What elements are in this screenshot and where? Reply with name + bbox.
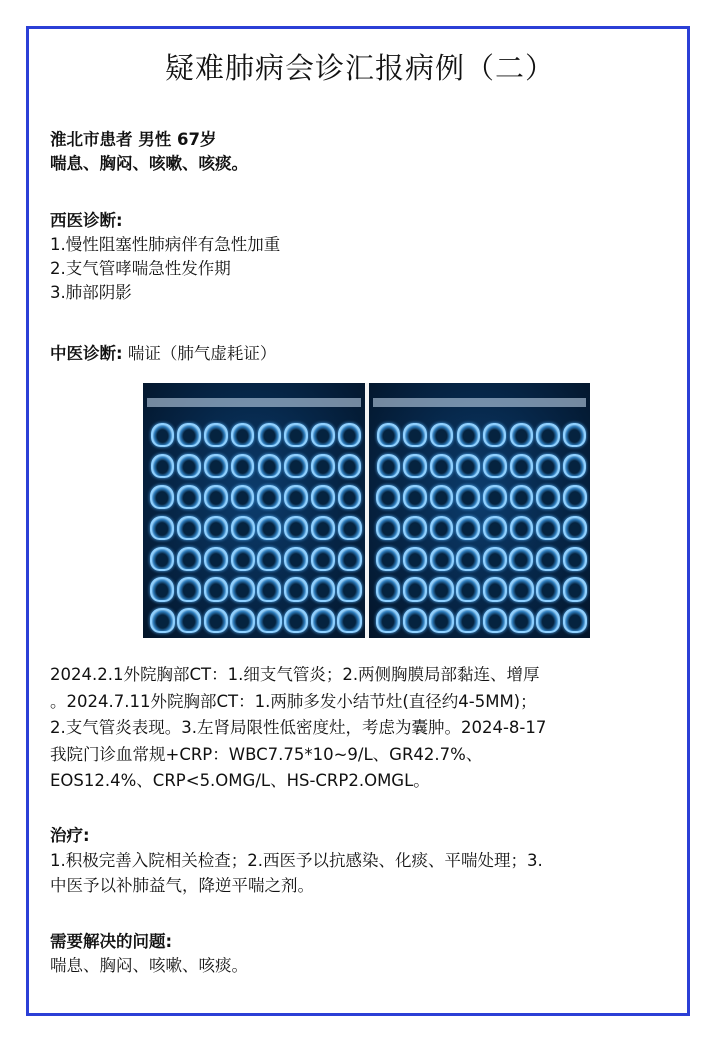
ct-slice (257, 516, 281, 540)
ct-slice (403, 516, 427, 540)
problems-section (50, 930, 676, 978)
ct-slice (311, 547, 335, 571)
ct-slice (483, 423, 506, 447)
ct-slice (231, 547, 255, 571)
ct-slice (536, 516, 560, 540)
ct-slice (204, 547, 228, 571)
ct-slice (204, 454, 228, 478)
findings-line: EOS12.4%、CRP<5.OMG/L、HS-CRP2.OMGL。 (50, 771, 430, 790)
ct-slice (177, 423, 200, 447)
ct-slice (430, 423, 453, 447)
ct-slice (338, 516, 362, 540)
ct-slice (150, 516, 174, 540)
treatment-section (50, 823, 676, 898)
patient-info: 淮北市患者 男性 67岁 (50, 130, 217, 149)
ct-slice (257, 485, 281, 509)
ct-slice (311, 608, 335, 632)
ct-slice (284, 485, 308, 509)
ct-slice (456, 516, 480, 540)
ct-slice (284, 577, 308, 601)
ct-slice (536, 423, 559, 447)
patient-section (50, 128, 676, 176)
ct-panel-right (369, 383, 590, 638)
ct-slice (150, 485, 174, 509)
findings-line: 。2024.7.11外院胸部CT：1.两肺多发小结节灶(直径约4-5MM)； (50, 691, 537, 711)
ct-slice (258, 454, 282, 478)
ct-slice (377, 423, 400, 447)
ct-slice (563, 516, 587, 540)
findings-line: 2.支气管炎表现。3.左肾局限性低密度灶，考虑为囊肿。2024-8-17 (50, 718, 547, 737)
ct-slice (284, 454, 308, 478)
ct-scan-image (143, 383, 590, 638)
ct-slice (483, 454, 507, 478)
ct-slice (151, 423, 174, 447)
western-diagnosis-item: 1.慢性阻塞性肺病伴有急性加重 (50, 235, 281, 254)
ct-slice (403, 423, 426, 447)
western-diagnosis-item: 3.肺部阴影 (50, 283, 132, 302)
ct-slice (311, 485, 335, 509)
findings-section (50, 662, 676, 795)
problems-heading: 需要解决的问题: (50, 932, 173, 951)
ct-slice (510, 454, 534, 478)
ct-slice (204, 485, 228, 509)
ct-slice (150, 608, 174, 632)
ct-slice (430, 547, 454, 571)
ct-slice (177, 577, 201, 601)
ct-slice (376, 577, 400, 601)
ct-slice (338, 547, 362, 571)
ct-slice (456, 547, 480, 571)
ct-slice (311, 423, 334, 447)
ct-slice (257, 577, 281, 601)
ct-slice (377, 454, 401, 478)
ct-slice (257, 608, 281, 632)
ct-slice (337, 608, 361, 632)
ct-slice (284, 516, 308, 540)
ct-slice (204, 423, 227, 447)
problems-value: 喘息、胸闷、咳嗽、咳痰。 (50, 956, 248, 975)
ct-slice (177, 485, 201, 509)
ct-slice (536, 577, 560, 601)
ct-slice (483, 485, 507, 509)
ct-slice (284, 547, 308, 571)
ct-slice (563, 454, 587, 478)
ct-slice (536, 608, 560, 632)
tcm-diagnosis-value: 喘证（肺气虚耗证） (127, 344, 277, 363)
tcm-diagnosis-heading: 中医诊断: (50, 344, 123, 363)
ct-slice (536, 485, 560, 509)
ct-slice (429, 577, 453, 601)
ct-slice (563, 608, 587, 632)
ct-slice (231, 423, 254, 447)
ct-slice (376, 608, 400, 632)
ct-slice (231, 485, 255, 509)
ct-slice (509, 547, 533, 571)
ct-slice (536, 454, 560, 478)
ct-slice (177, 547, 201, 571)
ct-slice (483, 516, 507, 540)
ct-slice (563, 423, 586, 447)
western-diagnosis (50, 209, 676, 305)
ct-slice (403, 485, 427, 509)
ct-slice (230, 608, 254, 632)
ct-slice (231, 454, 255, 478)
ct-slice (376, 547, 400, 571)
ct-slice (483, 608, 507, 632)
tcm-diagnosis (50, 342, 676, 366)
ct-slice (563, 485, 587, 509)
ct-slice (510, 423, 533, 447)
ct-slice (230, 577, 254, 601)
ct-slice (456, 485, 480, 509)
ct-slice (483, 577, 507, 601)
ct-slice (258, 423, 281, 447)
ct-slice (177, 608, 201, 632)
ct-film-strip (373, 398, 586, 407)
ct-slice (204, 608, 228, 632)
findings-line: 我院门诊血常规+CRP：WBC7.75*10~9/L、GR42.7%、 (50, 744, 483, 764)
ct-slice (430, 516, 454, 540)
ct-slice (338, 454, 362, 478)
ct-slice (311, 577, 335, 601)
ct-slice (177, 454, 201, 478)
ct-slice (150, 547, 174, 571)
ct-slice (430, 485, 454, 509)
ct-slice (403, 547, 427, 571)
ct-slice (456, 577, 480, 601)
ct-slice (509, 577, 533, 601)
western-diagnosis-heading: 西医诊断: (50, 211, 123, 230)
ct-slice (311, 454, 335, 478)
patient-symptoms: 喘息、胸闷、咳嗽、咳痰。 (50, 154, 248, 173)
ct-slice (338, 485, 362, 509)
ct-slice (177, 516, 201, 540)
ct-slice (509, 608, 533, 632)
treatment-line: 中医予以补肺益气，降逆平喘之剂。 (50, 876, 314, 895)
ct-slice (257, 547, 281, 571)
ct-panel-left (143, 383, 365, 638)
ct-slice (311, 516, 335, 540)
ct-slice (284, 423, 307, 447)
ct-slice (231, 516, 255, 540)
ct-film-strip (147, 398, 361, 407)
ct-slice (403, 608, 427, 632)
ct-slice (563, 577, 587, 601)
ct-slice (403, 454, 427, 478)
ct-slice (284, 608, 308, 632)
ct-slice (151, 454, 175, 478)
western-diagnosis-item: 2.支气管哮喘急性发作期 (50, 259, 231, 278)
ct-slice (204, 577, 228, 601)
ct-slice (510, 516, 534, 540)
ct-slice (150, 577, 174, 601)
ct-slice (456, 454, 480, 478)
ct-slice (403, 577, 427, 601)
treatment-heading: 治疗: (50, 826, 90, 845)
ct-slice (536, 547, 560, 571)
ct-slice (338, 423, 361, 447)
ct-slice (204, 516, 228, 540)
ct-slice (429, 608, 453, 632)
treatment-line: 1.积极完善入院相关检查；2.西医予以抗感染、化痰、平喘处理；3. (50, 851, 543, 870)
ct-slice (563, 547, 587, 571)
ct-slice (337, 577, 361, 601)
ct-slice (510, 485, 534, 509)
ct-slice (376, 485, 400, 509)
ct-slice (483, 547, 507, 571)
ct-slice (430, 454, 454, 478)
ct-slice (376, 516, 400, 540)
ct-slice (456, 608, 480, 632)
ct-slice (457, 423, 480, 447)
findings-line: 2024.2.1外院胸部CT：1.细支气管炎；2.两侧胸膜局部黏连、增厚 (50, 665, 540, 684)
page-title: 疑难肺病会诊汇报病例（二） (164, 51, 555, 85)
